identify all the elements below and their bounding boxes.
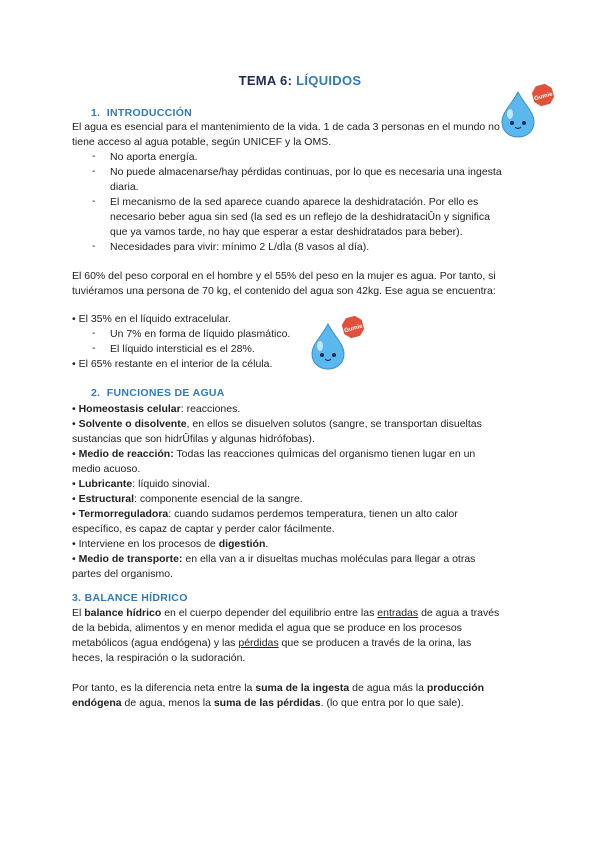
intro-bullet-1: • El 35% en el líquido extracelular. — [72, 313, 231, 325]
text-span: que se producen a través de la orina, las — [278, 637, 472, 649]
bold-term: endógena — [72, 697, 122, 709]
bold-term: producción — [426, 682, 485, 694]
intro-dash-item-1: No aporta energía. — [110, 151, 198, 163]
dash-bullet: - — [92, 342, 96, 354]
water-drop-icon — [502, 92, 534, 137]
text-line — [72, 606, 499, 621]
intro-paragraph-2 — [72, 269, 496, 299]
dash-bullet: - — [92, 165, 96, 177]
text-span: de agua a través — [418, 607, 500, 619]
text-span: : líquido sinovial. — [132, 478, 210, 490]
text-span: Todas las reacciones quÌmicas del organismo tienen lugar en un — [173, 448, 476, 460]
text-line — [72, 681, 484, 696]
bold-term: digestión — [218, 538, 266, 550]
bold-term: Estructural — [78, 493, 135, 505]
funciones-list — [72, 402, 482, 582]
text-line: de la bebida, alimentos y en menor medida el agua que se produce en los procesos — [72, 622, 462, 634]
intro-subitem-2: El líquido intersticial es el 28%. — [110, 343, 255, 355]
title-tema: TEMA 6: — [238, 73, 293, 88]
water-drop-icon — [312, 324, 344, 369]
sticker-label: Gumie — [533, 91, 554, 103]
section-1-label: INTRODUCCIÓN — [106, 107, 193, 119]
text-span: de agua, menos la — [121, 697, 214, 709]
text-span: : componente esencial de la sangre. — [134, 493, 303, 505]
intro-subitem-1: Un 7% en forma de líquido plasmático. — [110, 328, 291, 340]
dash-bullet: - — [92, 195, 96, 207]
intro-bullet-2: • El 65% restante en el interior de la célula. — [72, 358, 273, 370]
section-1-number: 1. — [91, 107, 101, 119]
bold-term: balance hídrico — [84, 607, 162, 619]
dash-bullet: - — [92, 240, 96, 252]
text-line — [72, 696, 484, 711]
intro-dash-item-2 — [110, 165, 502, 195]
text-span: , en ellos se disuelven solutos (sangre, se transportan disueltas — [186, 418, 482, 430]
intro-dash-item-4: Necesidades para vivir: mínimo 2 L/dÌa (8 vasos al día). — [110, 241, 370, 253]
funcion-item-3: • Medio de reacción: Todas las reacciones quÌmicas del organismo tienen lugar en un — [72, 448, 476, 460]
funcion-item-5: • Estructural: componente esencial de la sangre. — [72, 493, 303, 505]
text-line — [72, 636, 499, 651]
text-span: : reacciones. — [180, 403, 241, 415]
section-2-label: FUNCIONES DE AGUA — [106, 387, 225, 399]
text-span: en ella van a ir disueltas muchas moléculas para llegar a otras — [182, 553, 476, 565]
bold-term: suma de la ingesta — [255, 682, 350, 694]
text-line: específico, es capaz de captar y perder calor fácilmente. — [72, 523, 335, 535]
funcion-item-7 — [72, 537, 482, 552]
section-2-number: 2. — [91, 387, 101, 399]
funcion-item-4: • Lubricante: líquido sinovial. — [72, 478, 210, 490]
text-span: de agua más la — [349, 682, 427, 694]
funcion-item-2: • Solvente o disolvente, en ellos se disuelven solutos (sangre, se transportan disueltas — [72, 418, 482, 430]
funcion-item-8: • Medio de transporte: en ella van a ir disueltas muchas moléculas para llegar a otras — [72, 553, 476, 565]
text-span: Por tanto, es la diferencia neta entre la — [72, 682, 256, 694]
text-line: que ya vamos tarde, no hay que esperar a estar deshidratados para beber). — [110, 226, 463, 238]
text-span: : cuando sudamos perdemos temperatura, tienen un alto calor — [168, 508, 458, 520]
dash-bullet: - — [92, 327, 96, 339]
underlined-term: pérdidas — [238, 637, 279, 649]
text-line: El mecanismo de la sed aparece cuando aparece la deshidratación. Por ello es — [110, 196, 479, 208]
bold-term: Homeostasis celular — [78, 403, 181, 415]
intro-paragraph-1 — [72, 120, 500, 150]
text-span: • Interviene en los procesos de — [72, 538, 219, 550]
text-line: tiene acceso al agua potable, según UNICEF y la OMS. — [72, 136, 332, 148]
text-line: sustancias que son hidrÛfilas y algunas hidrófobas). — [72, 433, 315, 445]
funcion-item-6: • Termorreguladora: cuando sudamos perdemos temperatura, tienen un alto calor — [72, 508, 458, 520]
stop-sign-icon — [340, 314, 367, 340]
funcion-item-1: • Homeostasis celular: reacciones. — [72, 403, 241, 415]
text-span: . (lo que entra por lo que sale). — [320, 697, 464, 709]
bold-term: Lubricante — [78, 478, 133, 490]
text-line: El 60% del peso corporal en el hombre y el 55% del peso en la mujer es agua. Por tanto, si — [72, 270, 496, 282]
balance-paragraph-1 — [72, 606, 499, 666]
bold-term: Medio de transporte: — [78, 553, 183, 565]
section-3-heading: 3. BALANCE HÍDRICO — [72, 592, 188, 604]
dash-bullet: - — [92, 150, 96, 162]
text-line: diaria. — [110, 181, 139, 193]
text-span: El — [72, 607, 85, 619]
text-line: No puede almacenarse/hay pérdidas continuas, por lo que es necesaria una ingesta — [110, 166, 502, 178]
text-span: metabólicos (agua endógena) y las — [72, 637, 239, 649]
text-line: partes del organismo. — [72, 568, 173, 580]
section-1-heading — [91, 107, 192, 119]
text-line: heces, la respiración o la sudoración. — [72, 652, 246, 664]
text-line: tuviéramos una persona de 70 kg, el contenido del agua son 42kg. Ese agua se encuentra: — [72, 285, 496, 297]
bold-term: Termorreguladora — [78, 508, 169, 520]
text-span: en el cuerpo depender del equilibrio entre las — [161, 607, 378, 619]
section-2-heading — [91, 387, 225, 399]
balance-paragraph-2 — [72, 681, 484, 711]
water-drop-sticker — [496, 80, 558, 140]
water-drop-sticker — [306, 314, 368, 374]
bold-term: Medio de reacción: — [78, 448, 174, 460]
bold-term: suma de las pérdidas — [213, 697, 321, 709]
intro-dash-item-3 — [110, 195, 490, 240]
text-line: medio acuoso. — [72, 463, 141, 475]
underlined-term: entradas — [377, 607, 419, 619]
bold-term: Solvente o disolvente — [78, 418, 187, 430]
text-span: . — [265, 538, 269, 550]
stop-sign-icon — [530, 82, 557, 109]
text-line: El agua es esencial para el mantenimiento de la vida. 1 de cada 3 personas en el mundo no — [72, 121, 500, 133]
text-line: necesario beber agua sin sed (la sed es un reflejo de la deshidrataciÛn y significa — [110, 211, 490, 223]
sticker-label: Gumie — [343, 323, 364, 335]
title-liquidos: LÍQUIDOS — [296, 73, 362, 88]
